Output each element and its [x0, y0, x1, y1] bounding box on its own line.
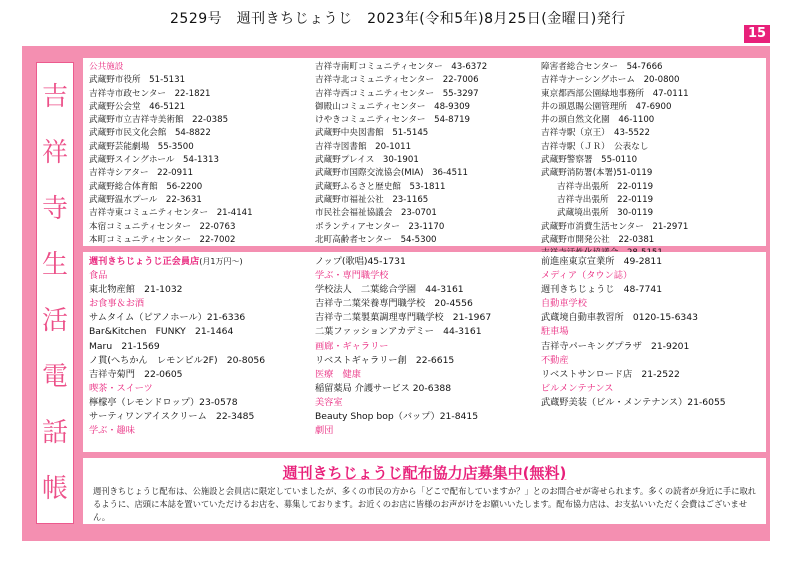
entry-text: Bar&Kitchen FUNKY 21-1464: [89, 326, 234, 338]
directory-entry: [315, 221, 487, 234]
directory-entry: [541, 74, 689, 87]
entry-text: ボランティアセンター 23-1170: [315, 221, 445, 232]
directory-entry: [315, 325, 491, 339]
category-heading: [315, 424, 491, 438]
entry-text: メディア（タウン誌）: [541, 270, 633, 282]
entry-text: 吉祥寺出張所 22-0119: [557, 194, 654, 205]
entry-text: 吉祥寺二葉製菓調理専門職学校 21-1967: [315, 312, 492, 324]
directory-entry: [89, 340, 265, 354]
directory-entry: [315, 283, 491, 297]
entry-text: 不動産: [541, 354, 569, 366]
vertical-title-char: 帳: [41, 474, 68, 504]
category-heading: [315, 396, 491, 410]
entry-text: 吉祥寺シアター 22-0911: [89, 168, 194, 179]
entry-text: 武蔵野中央図書館 51-5145: [315, 128, 429, 139]
directory-entry: [315, 354, 491, 368]
entry-text: ビルメンテナンス: [541, 382, 614, 394]
directory-entry: [89, 396, 265, 410]
entry-text: Maru 21-1569: [89, 340, 160, 352]
entry-text: 東京都西部公園緑地事務所 47-0111: [541, 88, 689, 99]
entry-text: 食品: [89, 270, 108, 282]
entry-text: 武蔵野市国際交流協会(MIA) 36-4511: [315, 168, 468, 179]
directory-entry: [315, 234, 487, 247]
directory-entry: [89, 311, 265, 325]
directory-entry: [541, 101, 689, 114]
entry-text: 武蔵野美装（ビル・メンテナンス）21-6055: [541, 396, 726, 408]
entry-text: 週刊きちじょうじ正会員店: [89, 256, 200, 267]
category-heading: [315, 340, 491, 354]
entry-text: 劇団: [315, 425, 334, 437]
entry-text: 吉祥寺ナーシングホーム 20-0800: [541, 75, 680, 86]
directory-entry: [541, 234, 689, 247]
category-heading: [541, 382, 726, 396]
entry-text: サムタイム（ピアノホール）21-6336: [89, 312, 246, 324]
directory-entry: [89, 234, 253, 247]
directory-entry: [315, 181, 487, 194]
directory-entry: [315, 311, 491, 325]
entry-text: 美容室: [315, 396, 343, 408]
vertical-title-char: 祥: [41, 138, 68, 168]
recruitment-notice: [83, 458, 766, 524]
entry-text: 喫茶・スイーツ: [89, 382, 153, 394]
entry-text: 学ぶ・専門職学校: [315, 270, 389, 282]
vertical-title-char: 吉: [41, 82, 68, 112]
directory-entry: [541, 221, 689, 234]
entry-text: 公共施設: [89, 62, 124, 72]
category-heading: [541, 325, 726, 339]
entry-text: 武蔵野プレイス 30-1901: [315, 155, 419, 166]
entry-text: 武蔵野消防署(本署)51-0119: [541, 168, 653, 179]
directory-entry: [541, 141, 689, 154]
directory-entry: [315, 167, 487, 180]
directory-column: [89, 255, 265, 438]
category-heading: [89, 297, 265, 311]
notice-body: 週刊きちじょうじ配布は、公施設と会員店に限定していましたが、多くの市民の方から「どこで配布していますか？」とのお問合せが寄せられます。多くの読者が身近に手に取れるように、店頭に本誌を置いていただけるお店を、募集しております。お近くのお店に皆様のお声がけをお願いいたします。配布協力店は、お支払いいただく会費はございません。: [93, 486, 757, 522]
entry-text: 吉祥寺北コミュニティセンター 22-7006: [315, 75, 479, 86]
directory-column: [541, 255, 726, 410]
entry-text: 武蔵野公会堂 46-5121: [89, 101, 186, 112]
directory-entry: [541, 181, 689, 194]
entry-text: 吉祥寺西コミュニティセンター 55-3297: [315, 88, 479, 99]
entry-text: 吉祥寺図書館 20-1011: [315, 141, 412, 152]
directory-entry: [315, 141, 487, 154]
entry-text: 井の頭恩賜公園管理所 47-6900: [541, 101, 672, 112]
directory-entry: [541, 255, 726, 269]
entry-text: けやきコミュニティセンター 54-8719: [315, 115, 471, 126]
entry-text: 吉祥寺二葉栄養専門職学校 20-4556: [315, 298, 473, 310]
entry-text: リベストサンロード店 21-2522: [541, 368, 680, 380]
vertical-title-char: 話: [41, 418, 68, 448]
directory-entry: [315, 154, 487, 167]
directory-entry: [541, 194, 689, 207]
directory-entry: [89, 154, 253, 167]
directory-entry: [541, 61, 689, 74]
entry-text: 武蔵野温水プール 22-3631: [89, 194, 202, 205]
entry-text: 吉祥寺東コミュニティセンター 21-4141: [89, 208, 253, 219]
category-heading: [89, 61, 253, 74]
entry-text: 障害者総合センター 54-7666: [541, 62, 663, 72]
issue-header: 2529号 週刊きちじょうじ 2023年(令和5年)8月25日(金曜日)発行: [170, 11, 626, 27]
directory-entry: [541, 127, 689, 140]
entry-text: 画廊・ギャラリー: [315, 340, 389, 352]
directory-column: [541, 61, 689, 260]
category-heading: [89, 382, 265, 396]
member-stores-panel: [83, 252, 766, 452]
directory-entry: [315, 382, 491, 396]
directory-entry: [89, 368, 265, 382]
directory-entry: [89, 194, 253, 207]
entry-text: 武蔵野市立吉祥寺美術館 22-0385: [89, 115, 229, 126]
entry-text: 東北物産館 21-1032: [89, 284, 183, 296]
entry-text: リベストギャラリー創 22-6615: [315, 354, 455, 366]
category-heading: [89, 269, 265, 283]
entry-text: ノ貫(へちかん レモンビル2F) 20-8056: [89, 354, 266, 366]
entry-text: 学校法人 二葉総合学園 44-3161: [315, 284, 464, 296]
directory-column: [315, 255, 491, 438]
directory-entry: [541, 88, 689, 101]
directory-entry: [315, 114, 487, 127]
directory-entry: [89, 114, 253, 127]
entry-text: Beauty Shop bop（バップ）21-8415: [315, 411, 479, 423]
entry-text: 御殿山コミュニティセンター 48-9309: [315, 101, 471, 112]
directory-entry: [89, 221, 253, 234]
entry-text: 二葉ファッションアカデミー 44-3161: [315, 326, 482, 338]
entry-text: 本宿コミュニティセンター 22-0763: [89, 221, 236, 232]
membership-fee: (月1万円〜): [199, 257, 243, 266]
page-number: 15: [744, 25, 770, 43]
directory-entry: [89, 410, 265, 424]
entry-text: 吉祥寺パーキングプラザ 21-9201: [541, 340, 690, 352]
directory-entry: [89, 207, 253, 220]
directory-entry: [315, 410, 491, 424]
directory-entry: [541, 283, 726, 297]
category-heading: [315, 368, 491, 382]
entry-text: 駐車場: [541, 326, 569, 338]
entry-text: 武蔵野総合体育館 56-2200: [89, 181, 203, 192]
category-heading: [541, 354, 726, 368]
entry-text: 吉祥寺駅（京王） 43-5522: [541, 128, 650, 139]
directory-entry: [315, 297, 491, 311]
vertical-title-char: 生: [41, 250, 68, 280]
entry-text: 市民社会福祉協議会 23-0701: [315, 208, 437, 219]
entry-text: 武蔵野市役所 51-5131: [89, 75, 186, 86]
entry-text: 武蔵境自動車教習所 0120-15-6343: [541, 312, 698, 324]
public-facilities-panel: [83, 58, 766, 246]
directory-column: [89, 61, 253, 247]
directory-entry: [541, 368, 726, 382]
directory-entry: [89, 141, 253, 154]
entry-text: 学ぶ・趣味: [89, 425, 135, 437]
entry-text: 武蔵野ふるさと歴史館 53-1811: [315, 181, 446, 192]
directory-entry: [89, 127, 253, 140]
vertical-title: [36, 62, 74, 524]
entry-text: 吉祥寺菊門 22-0605: [89, 368, 183, 380]
directory-entry: [315, 61, 487, 74]
directory-entry: [89, 101, 253, 114]
entry-text: 武蔵野警察署 55-0110: [541, 155, 638, 166]
entry-text: 武蔵野市消費生活センター 21-2971: [541, 221, 689, 232]
notice-title: 週刊きちじょうじ配布協力店募集中(無料): [282, 464, 567, 482]
entry-text: 武蔵野市民文化会館 54-8822: [89, 128, 211, 139]
entry-text: 武蔵境出張所 30-0119: [557, 208, 654, 219]
directory-entry: [89, 181, 253, 194]
directory-entry: [541, 167, 689, 180]
category-heading: [89, 424, 265, 438]
directory-entry: [541, 311, 726, 325]
directory-entry: [89, 354, 265, 368]
entry-text: 自動車学校: [541, 298, 587, 310]
entry-text: 吉祥寺市政センター 22-1821: [89, 88, 211, 99]
entry-text: 吉祥寺南町コミュニティセンター 43-6372: [315, 62, 488, 72]
directory-entry: [315, 207, 487, 220]
entry-text: 吉祥寺出張所 22-0119: [557, 181, 654, 192]
vertical-title-char: 活: [41, 306, 68, 336]
directory-entry: [541, 114, 689, 127]
vertical-title-char: 電: [41, 362, 68, 392]
entry-text: ノップ(歌唱)45-1731: [315, 256, 406, 267]
directory-entry: [89, 74, 253, 87]
directory-entry: [315, 255, 491, 269]
category-heading: [541, 269, 726, 283]
entry-text: サーティワンアイスクリーム 22-3485: [89, 411, 255, 423]
entry-text: 週刊きちじょうじ 48-7741: [541, 284, 663, 296]
entry-text: 武蔵野市福祉公社 23-1165: [315, 194, 429, 205]
directory-entry: [315, 101, 487, 114]
entry-text: 本町コミュニティセンター 22-7002: [89, 234, 236, 245]
directory-entry: [315, 194, 487, 207]
directory-entry: [89, 88, 253, 101]
entry-text: 稲留薬局 介護サービス 20-6388: [315, 382, 452, 394]
directory-entry: [315, 74, 487, 87]
directory-column: [315, 61, 487, 247]
directory-entry: [89, 283, 265, 297]
directory-entry: [89, 325, 265, 339]
entry-text: お食事＆お酒: [89, 298, 145, 310]
directory-entry: [315, 88, 487, 101]
vertical-title-char: 寺: [41, 194, 68, 224]
entry-text: 武蔵野スイングホール 54-1313: [89, 155, 219, 166]
category-heading: [541, 297, 726, 311]
directory-entry: [541, 340, 726, 354]
category-heading: [89, 255, 265, 269]
entry-text: 前進座東京宣業所 49-2811: [541, 256, 663, 267]
entry-text: 武蔵野市開発公社 22-0381: [541, 234, 655, 245]
entry-text: 檸檬亭（レモンドロップ）23-0578: [89, 396, 238, 408]
entry-text: 北町高齢者センター 54-5300: [315, 234, 437, 245]
category-heading: [315, 269, 491, 283]
directory-entry: [315, 127, 487, 140]
directory-entry: [541, 207, 689, 220]
entry-text: 吉祥寺駅（ＪＲ） 公表なし: [541, 141, 649, 152]
entry-text: 医療 健康: [315, 368, 361, 380]
directory-entry: [541, 396, 726, 410]
directory-entry: [89, 167, 253, 180]
entry-text: 武蔵野芸能劇場 55-3500: [89, 141, 194, 152]
entry-text: 井の頭自然文化園 46-1100: [541, 115, 655, 126]
directory-entry: [541, 154, 689, 167]
